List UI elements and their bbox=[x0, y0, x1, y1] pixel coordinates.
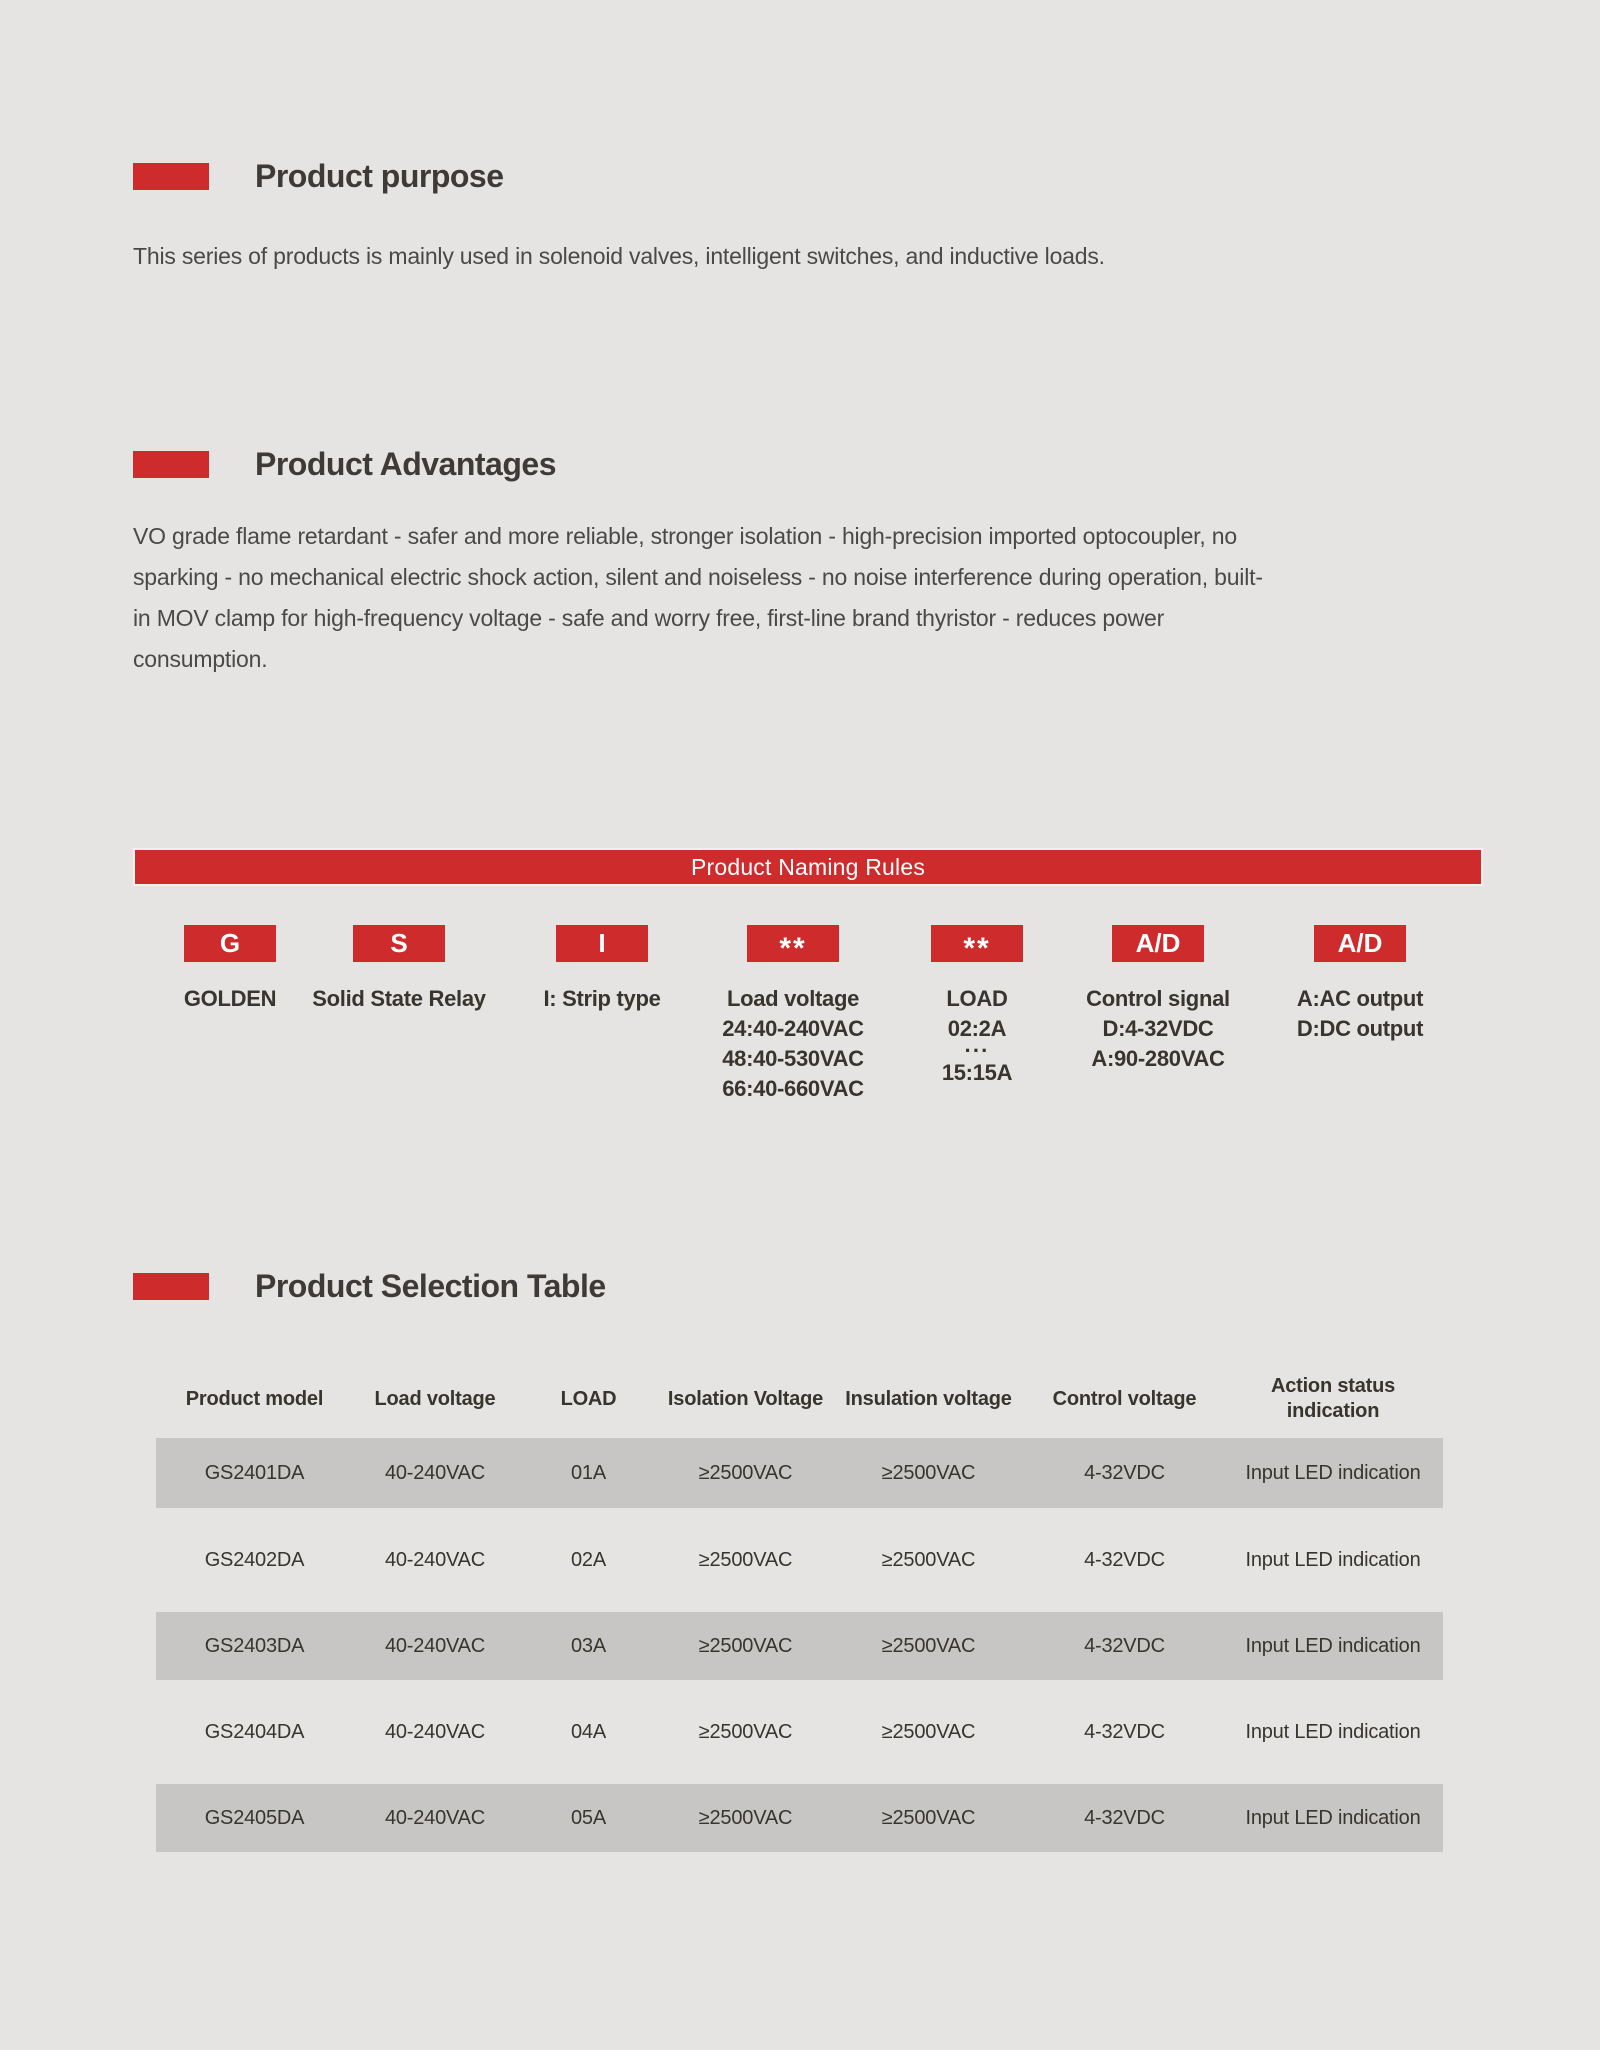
naming-label-line: 48:40-530VAC bbox=[722, 1046, 864, 1071]
naming-label-line: 15:15A bbox=[941, 1060, 1013, 1085]
naming-code-box: A/D bbox=[1112, 925, 1204, 962]
section-title-advantages: Product Advantages bbox=[255, 445, 556, 482]
table-cell-action-status: Input LED indication bbox=[1245, 1720, 1421, 1743]
table-cell-isolation: ≥2500VAC bbox=[698, 1806, 793, 1829]
naming-code-box: ** bbox=[931, 925, 1023, 962]
table-cell-load: 03A bbox=[571, 1634, 606, 1657]
table-row bbox=[156, 1508, 1443, 1612]
table-row bbox=[156, 1438, 1443, 1508]
table-cell-model: GS2401DA bbox=[204, 1461, 305, 1484]
table-cell-insulation: ≥2500VAC bbox=[881, 1634, 976, 1657]
naming-label-line: 66:40-660VAC bbox=[722, 1076, 864, 1101]
table-cell-load-voltage: 40-240VAC bbox=[384, 1720, 486, 1743]
table-cell-control: 4-32VDC bbox=[1084, 1720, 1165, 1743]
table-cell-load-voltage: 40-240VAC bbox=[384, 1634, 486, 1657]
table-cell-load-voltage: 40-240VAC bbox=[384, 1806, 486, 1829]
table-cell-load-voltage: 40-240VAC bbox=[384, 1548, 486, 1571]
table-cell-control: 4-32VDC bbox=[1084, 1806, 1165, 1829]
table-cell-load: 04A bbox=[571, 1720, 606, 1743]
naming-code-box: S bbox=[353, 925, 445, 962]
naming-item-output bbox=[1240, 925, 1480, 1044]
table-cell-control: 4-32VDC bbox=[1084, 1548, 1165, 1571]
table-cell-insulation: ≥2500VAC bbox=[881, 1720, 976, 1743]
naming-label-line: D:4-32VDC bbox=[1102, 1016, 1214, 1041]
table-cell-insulation: ≥2500VAC bbox=[881, 1548, 976, 1571]
advantages-paragraph: VO grade flame retardant - safer and more reliable, stronger isolation - high-precision imported optocoupler, no sparking - no mechanical electric shock action, silent and noiseless - no noise interference during operation, built-in MOV clamp for high-frequency voltage - safe and worry free, first-line brand thyristor - reduces power consumption. bbox=[133, 523, 1263, 672]
table-cell-isolation: ≥2500VAC bbox=[698, 1634, 793, 1657]
table-header-load-voltage: Load voltage bbox=[374, 1387, 496, 1410]
table-cell-isolation: ≥2500VAC bbox=[698, 1720, 793, 1743]
table-cell-model: GS2402DA bbox=[204, 1548, 305, 1571]
naming-label-line: Control signal bbox=[1086, 986, 1230, 1011]
table-cell-load: 02A bbox=[571, 1548, 606, 1571]
section-title-selection: Product Selection Table bbox=[255, 1267, 606, 1304]
table-cell-model: GS2404DA bbox=[204, 1720, 305, 1743]
table-cell-action-status: Input LED indication bbox=[1245, 1634, 1421, 1657]
naming-label-line: 24:40-240VAC bbox=[722, 1016, 864, 1041]
table-cell-model: GS2403DA bbox=[204, 1634, 305, 1657]
table-header-action-status: Action status indication bbox=[1270, 1375, 1396, 1422]
table-cell-model: GS2405DA bbox=[204, 1806, 305, 1829]
table-row bbox=[156, 1784, 1443, 1852]
red-bullet-icon bbox=[133, 163, 209, 190]
table-cell-load-voltage: 40-240VAC bbox=[384, 1461, 486, 1484]
section-header-purpose bbox=[133, 153, 504, 199]
table-row bbox=[156, 1680, 1443, 1784]
naming-code-box: ** bbox=[747, 925, 839, 962]
table-cell-action-status: Input LED indication bbox=[1245, 1461, 1421, 1484]
table-cell-load: 01A bbox=[571, 1461, 606, 1484]
table-cell-action-status: Input LED indication bbox=[1245, 1806, 1421, 1829]
table-cell-isolation: ≥2500VAC bbox=[698, 1461, 793, 1484]
table-cell-control: 4-32VDC bbox=[1084, 1461, 1165, 1484]
table-header-isolation-voltage: Isolation Voltage bbox=[667, 1387, 824, 1410]
table-cell-action-status: Input LED indication bbox=[1245, 1548, 1421, 1571]
naming-rules-banner bbox=[133, 848, 1483, 886]
table-row bbox=[156, 1612, 1443, 1680]
naming-label-line: LOAD bbox=[946, 986, 1008, 1011]
table-cell-insulation: ≥2500VAC bbox=[881, 1806, 976, 1829]
naming-label-line: GOLDEN bbox=[183, 986, 277, 1011]
red-bullet-icon bbox=[133, 451, 209, 478]
section-title-purpose: Product purpose bbox=[255, 157, 504, 194]
naming-label-line: D:DC output bbox=[1296, 1016, 1424, 1041]
table-cell-load: 05A bbox=[571, 1806, 606, 1829]
table-header-control-voltage: Control voltage bbox=[1052, 1387, 1197, 1410]
section-header-advantages bbox=[133, 441, 556, 487]
purpose-paragraph: This series of products is mainly used in solenoid valves, intelligent switches, and inductive loads. bbox=[133, 243, 1105, 269]
naming-label-line: A:AC output bbox=[1296, 986, 1424, 1011]
naming-rules-banner-title: Product Naming Rules bbox=[690, 853, 926, 880]
product-selection-table bbox=[156, 1360, 1443, 1852]
naming-label bbox=[1240, 984, 1480, 1044]
naming-label-line: Load voltage bbox=[726, 986, 860, 1011]
red-bullet-icon bbox=[133, 1273, 209, 1300]
table-header-product-model: Product model bbox=[185, 1387, 324, 1410]
table-cell-isolation: ≥2500VAC bbox=[698, 1548, 793, 1571]
table-header-insulation-voltage: Insulation voltage bbox=[845, 1387, 1012, 1410]
naming-code-box: I bbox=[556, 925, 648, 962]
naming-label-line: Solid State Relay bbox=[312, 986, 486, 1011]
naming-code-box: G bbox=[184, 925, 276, 962]
section-header-selection bbox=[133, 1263, 606, 1309]
naming-label-ellipsis: ··· bbox=[964, 1038, 990, 1063]
naming-code-box: A/D bbox=[1314, 925, 1406, 962]
table-header-load: LOAD bbox=[560, 1387, 617, 1410]
naming-label-line: I: Strip type bbox=[543, 986, 661, 1011]
table-cell-control: 4-32VDC bbox=[1084, 1634, 1165, 1657]
table-cell-insulation: ≥2500VAC bbox=[881, 1461, 976, 1484]
naming-label-line: 02:2A bbox=[947, 1016, 1007, 1041]
table-header-row bbox=[156, 1360, 1443, 1438]
naming-label-line: A:90-280VAC bbox=[1091, 1046, 1225, 1071]
